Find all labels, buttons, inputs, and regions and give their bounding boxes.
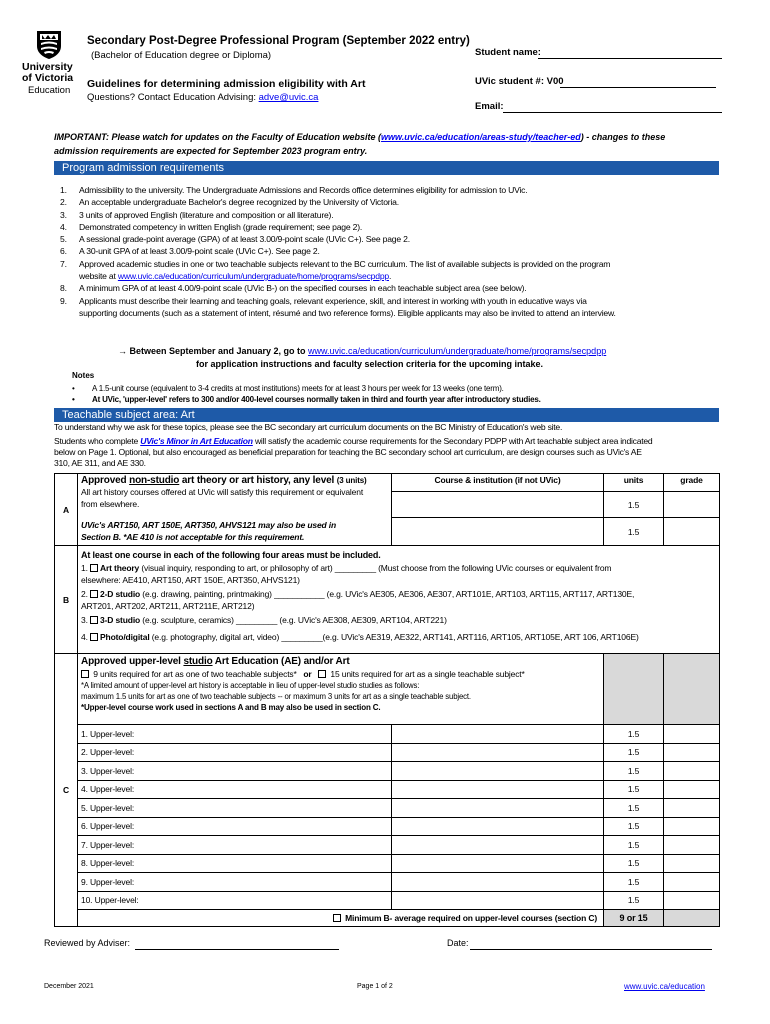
shield-icon bbox=[36, 30, 62, 60]
list-item: 6. A 30-unit GPA of at least 3.00/9-point scale (UVic C+). See page 2. bbox=[60, 246, 320, 257]
upper-level-label: 3. Upper-level: bbox=[78, 762, 392, 781]
units-cell: 1.5 bbox=[604, 518, 664, 546]
units-cell: 1.5 bbox=[604, 492, 664, 518]
upper-level-label: 2. Upper-level: bbox=[78, 743, 392, 762]
grade-cell[interactable] bbox=[664, 799, 720, 818]
grade-grey-cell bbox=[664, 910, 720, 927]
course-cell[interactable] bbox=[392, 836, 604, 855]
section-a-description: Approved non-studio art theory or art history, any level (3 units) All art history courses offered at UVic will satisfy this requirement or equivalent from elsewhere. bbox=[78, 474, 392, 518]
grade-cell[interactable] bbox=[664, 780, 720, 799]
teachable-heading: Teachable subject area: Art bbox=[54, 408, 719, 422]
upper-level-label: 6. Upper-level: bbox=[78, 817, 392, 836]
list-item: 8. A minimum GPA of at least 4.00/9-point scale (UVic B-) on the specified courses in each teachable subject area (see below). bbox=[60, 283, 527, 294]
list-item: 7. Approved academic studies in one or two teachable subjects relevant to the BC curriculum. The list of available subjects is provided on the program website at www.uvic.ca/education/curriculum/undergraduate/home/programs/secpdpp. bbox=[60, 258, 611, 282]
teachable-para-1: To understand why we ask for these topics, please see the BC secondary art curriculum documents on the BC Ministry of Education's web site. bbox=[54, 422, 563, 432]
teachable-para-2: Students who complete UVic's Minor in Art Education will satisfy the academic course requirements for the Secondary PDPP with Art teachable subject area indicated below on Page 1. Optional, but also encouraged as beneficial preparation for teaching the BC secondary school art curriculum, are design courses such as UVic's AE 310, AE 311, and AE 330. bbox=[54, 436, 653, 469]
list-item: • At UVic, 'upper-level' refers to 300 and/or 400-level courses normally taken in third and fourth year after introductory studies. bbox=[72, 395, 541, 404]
date-field[interactable] bbox=[470, 949, 712, 950]
units-cell: 1.5 bbox=[604, 799, 664, 818]
course-cell[interactable] bbox=[392, 873, 604, 892]
reviewed-by-field[interactable] bbox=[135, 949, 339, 950]
course-cell[interactable] bbox=[392, 762, 604, 781]
course-cell[interactable] bbox=[392, 492, 604, 518]
section-c-description: Approved upper-level studio Art Education (AE) and/or Art 9 units required for art as one of two teachable subjects* or 15 units required for art as a single teachable subject* *A limited amount of upper-level art history is acceptable in lieu of upper-level studio studies as follows: maximum 1.5 units for art as one of two teachable subjects -- or maximum 3 units for art as a single teachable subject. *Upper-level course work used in sections A and B may also be used in section C. bbox=[78, 654, 604, 725]
requirements-list bbox=[54, 184, 734, 319]
questions-line bbox=[87, 92, 318, 103]
student-name-field[interactable] bbox=[538, 58, 722, 59]
grade-cell[interactable] bbox=[664, 743, 720, 762]
grade-cell[interactable] bbox=[664, 817, 720, 836]
grade-cell[interactable] bbox=[664, 891, 720, 910]
units-cell: 1.5 bbox=[604, 780, 664, 799]
course-cell[interactable] bbox=[392, 743, 604, 762]
course-cell[interactable] bbox=[392, 799, 604, 818]
upper-level-label: 7. Upper-level: bbox=[78, 836, 392, 855]
program-website-link[interactable]: www.uvic.ca/education/curriculum/undergraduate/home/programs/secpdpp bbox=[117, 271, 389, 282]
guidelines-title: Guidelines for determining admission eligibility with Art bbox=[87, 78, 366, 90]
form-subtitle: (Bachelor of Education degree or Diploma) bbox=[91, 50, 272, 61]
upper-level-label: 4. Upper-level: bbox=[78, 780, 392, 799]
email-label: Email: bbox=[475, 101, 504, 112]
grade-cell[interactable] bbox=[664, 854, 720, 873]
3d-studio-checkbox[interactable] bbox=[90, 616, 98, 624]
list-item: 2. An acceptable undergraduate Bachelor's degree recognized by the University of Victoria. bbox=[60, 197, 399, 208]
logo-line-3: Education bbox=[28, 85, 71, 96]
list-item: 1. Admissibility to the university. The Undergraduate Admissions and Records office determines eligibility for admission to UVic. bbox=[60, 185, 528, 195]
section-c-letter: C bbox=[55, 654, 78, 927]
university-logo bbox=[22, 30, 78, 96]
questions-prefix: Questions? Contact Education Advising: bbox=[87, 92, 259, 103]
two-subjects-checkbox[interactable] bbox=[81, 670, 89, 678]
logo-line-2: of Victoria bbox=[22, 71, 74, 84]
student-id-field[interactable] bbox=[560, 87, 716, 88]
footer-date: December 2021 bbox=[44, 983, 94, 990]
list-item: 3. 3 units of approved English (literature and composition or all literature). bbox=[60, 209, 334, 220]
grade-cell[interactable] bbox=[664, 873, 720, 892]
course-cell[interactable] bbox=[392, 725, 604, 744]
list-item: 5. A sessional grade-point average (GPA) of at least 3.00/9-point scale (UVic C+). See page 2. bbox=[60, 234, 410, 245]
minor-art-education-link[interactable]: UVic's Minor in Art Education bbox=[140, 436, 253, 446]
units-cell: 1.5 bbox=[604, 743, 664, 762]
units-cell: 1.5 bbox=[604, 817, 664, 836]
section-b-letter: B bbox=[55, 546, 78, 654]
grade-cell[interactable] bbox=[664, 762, 720, 781]
form-title: Secondary Post-Degree Professional Program (September 2022 entry) bbox=[87, 35, 470, 47]
logo-line-1: University bbox=[22, 61, 73, 73]
upper-level-label: 1. Upper-level: bbox=[78, 725, 392, 744]
advising-email-link[interactable]: adve@uvic.ca bbox=[258, 92, 319, 103]
upper-level-label: 10. Upper-level: bbox=[78, 891, 392, 910]
course-cell[interactable] bbox=[392, 891, 604, 910]
important-prefix: IMPORTANT: Please watch for updates on the Faculty of Education website ( bbox=[54, 132, 382, 142]
upper-level-label: 5. Upper-level: bbox=[78, 799, 392, 818]
minimum-units: 9 or 15 bbox=[604, 910, 664, 927]
requirements-table bbox=[54, 473, 720, 927]
art-theory-checkbox[interactable] bbox=[90, 564, 98, 572]
student-id-label: UVic student #: V00 bbox=[475, 76, 564, 87]
grade-cell[interactable] bbox=[664, 518, 720, 546]
units-cell: 1.5 bbox=[604, 854, 664, 873]
units-column-header: units bbox=[604, 474, 664, 492]
notes-heading: Notes bbox=[72, 371, 95, 380]
upper-level-label: 9. Upper-level: bbox=[78, 873, 392, 892]
application-prefix: → Between September and January 2, go to bbox=[118, 346, 309, 356]
grade-cell[interactable] bbox=[664, 725, 720, 744]
units-grey-cell bbox=[604, 654, 664, 725]
single-subject-checkbox[interactable] bbox=[318, 670, 326, 678]
units-cell: 1.5 bbox=[604, 762, 664, 781]
course-cell[interactable] bbox=[392, 854, 604, 873]
upper-level-label: 8. Upper-level: bbox=[78, 854, 392, 873]
minimum-average-checkbox[interactable] bbox=[333, 914, 341, 922]
units-cell: 1.5 bbox=[604, 873, 664, 892]
page-number: Page 1 of 2 bbox=[357, 983, 393, 990]
units-cell: 1.5 bbox=[604, 891, 664, 910]
student-name-label: Student name: bbox=[475, 47, 541, 58]
application-line-2: for application instructions and faculty selection criteria for the upcoming intake. bbox=[196, 358, 544, 369]
program-requirements-heading: Program admission requirements bbox=[54, 161, 719, 175]
course-cell[interactable] bbox=[392, 518, 604, 546]
faculty-website-link[interactable]: www.uvic.ca/education/areas-study/teacher-ed bbox=[381, 132, 581, 142]
list-item: 4. Demonstrated competency in written English (grade requirement; see page 2). bbox=[60, 221, 363, 232]
application-link[interactable]: www.uvic.ca/education/curriculum/undergraduate/home/programs/secpdpp bbox=[308, 346, 607, 356]
notes-list bbox=[54, 383, 714, 405]
footer-website-link[interactable]: www.uvic.ca/education bbox=[624, 982, 705, 991]
email-field[interactable] bbox=[503, 112, 722, 113]
important-line-2: admission requirements are expected for September 2023 program entry. bbox=[54, 146, 368, 156]
list-item: 9. Applicants must describe their learning and teaching goals, relevant experience, skill, and interest in working with youth in educative ways via supporting documents (such as a statement of intent, résumé and two reference forms). Eligible applicants may also be invited to attend an interview. bbox=[60, 295, 616, 318]
minimum-average-row: Minimum B- average required on upper-level courses (section C) bbox=[78, 910, 604, 927]
units-cell: 1.5 bbox=[604, 725, 664, 744]
section-b-content: At least one course in each of the following four areas must be included. 1. Art theory (visual inquiry, responding to art, or philosophy of art) _________ (Must choose from the following UVic courses or equivalent from elsewhere: AE410, ART150, ART 150E, ART350, AHVS121) 2. 2-D studio (e.g. drawing, painting, printmaking) ___________ (e.g. UVic's AE305, AE306, AE307, ART101E, ART103, ART115, ART117, ART130E, ART201, ART202, ART211, ART211E, ART212) 3. 3-D studio (e.g. sculpture, ceramics) _________ (e.g. UVic's AE308, AE309, ART104, ART221) 4. Photo/digital (e.g. photography, digital art, video) _________(e.g. UVic's AE319, AE322, ART141, ART116, ART105, ART105E, ART 106, ART106E) bbox=[78, 546, 720, 654]
course-column-header: Course & institution (if not UVic) bbox=[392, 474, 604, 492]
photo-digital-checkbox[interactable] bbox=[90, 633, 98, 641]
list-item: • A 1.5-unit course (equivalent to 3-4 credits at most institutions) meets for at least 3 hours per week for 13 weeks (one term). bbox=[72, 384, 504, 393]
important-notice bbox=[54, 130, 734, 158]
important-suffix: ) - changes to these bbox=[580, 132, 666, 142]
grade-column-header: grade bbox=[664, 474, 720, 492]
grade-grey-cell bbox=[664, 654, 720, 725]
course-cell[interactable] bbox=[392, 817, 604, 836]
section-a-letter: A bbox=[55, 474, 78, 546]
grade-cell[interactable] bbox=[664, 836, 720, 855]
application-instructions bbox=[118, 345, 606, 370]
reviewed-by-label: Reviewed by Adviser: bbox=[44, 938, 131, 948]
2d-studio-checkbox[interactable] bbox=[90, 590, 98, 598]
date-label: Date: bbox=[447, 938, 469, 948]
section-a-note: UVic's ART150, ART 150E, ART350, AHVS121 may also be used in Section B. *AE 410 is not acceptable for this requirement. bbox=[78, 518, 392, 546]
grade-cell[interactable] bbox=[664, 492, 720, 518]
course-cell[interactable] bbox=[392, 780, 604, 799]
units-cell: 1.5 bbox=[604, 836, 664, 855]
